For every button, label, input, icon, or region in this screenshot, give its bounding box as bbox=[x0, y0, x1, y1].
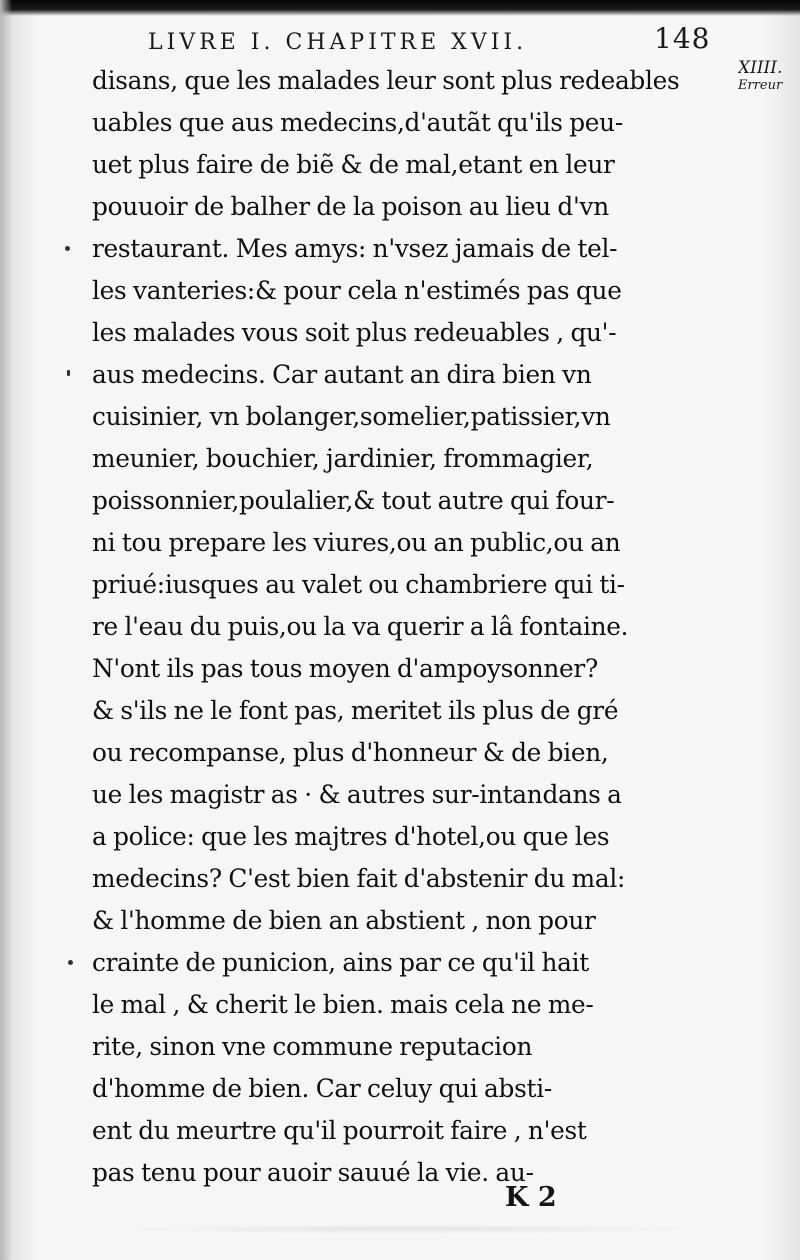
text-line: uables que aus medecins,d'autãt qu'ils peu- bbox=[92, 108, 623, 137]
text-line: d'homme de bien. Car celuy qui absti- bbox=[92, 1074, 552, 1103]
text-line: aus medecins. Car autant an dira bien vn bbox=[92, 360, 592, 389]
text-line: disans, que les malades leur sont plus redeables bbox=[92, 66, 680, 95]
page-binding-shadow bbox=[0, 0, 12, 1260]
text-line: ue les magistr as · & autres sur-intandans a bbox=[92, 780, 622, 809]
text-line: restaurant. Mes amys: n'vsez jamais de tel- bbox=[92, 234, 618, 263]
text-line: le mal , & cherit le bien. mais cela ne me- bbox=[92, 990, 594, 1019]
margin-note-word: Erreur bbox=[738, 78, 783, 93]
text-line: uet plus faire de biẽ & de mal,etant en leur bbox=[92, 150, 615, 179]
page-number: 148 bbox=[654, 22, 711, 55]
text-line: meunier, bouchier, jardinier, frommagier, bbox=[92, 444, 594, 473]
text-line: priué:iusques au valet ou chambriere qui ti- bbox=[92, 570, 625, 599]
margin-note-number: XIIII. bbox=[738, 58, 783, 78]
text-line: & l'homme de bien an abstient , non pour bbox=[92, 906, 596, 935]
text-line: rite, sinon vne commune reputacion bbox=[92, 1032, 533, 1061]
page-top-shadow bbox=[0, 0, 800, 16]
margin-dot bbox=[68, 960, 73, 965]
text-line: les vanteries:& pour cela n'estimés pas que bbox=[92, 276, 622, 305]
text-line: ent du meurtre qu'il pourroit faire , n'est bbox=[92, 1116, 587, 1145]
margin-tick bbox=[67, 370, 70, 376]
text-line: crainte de punicion, ains par ce qu'il hait bbox=[92, 948, 589, 977]
margin-note bbox=[738, 58, 800, 94]
text-line: medecins? C'est bien fait d'abstenir du mal: bbox=[92, 864, 626, 893]
margin-dot bbox=[65, 246, 70, 251]
running-head bbox=[148, 24, 718, 60]
show-through bbox=[110, 1224, 710, 1234]
text-line: pas tenu pour auoir sauué la vie. au- bbox=[92, 1158, 534, 1187]
text-line: re l'eau du puis,ou la va querir a lâ fontaine. bbox=[92, 612, 629, 641]
body-text bbox=[92, 60, 732, 1194]
text-line: ou recompanse, plus d'honneur & de bien, bbox=[92, 738, 609, 767]
text-line: poissonnier,poulalier,& tout autre qui four- bbox=[92, 486, 615, 515]
signature-mark: K 2 bbox=[505, 1182, 557, 1213]
text-line: ni tou prepare les viures,ou an public,ou an bbox=[92, 528, 621, 557]
text-line: N'ont ils pas tous moyen d'ampoysonner? bbox=[92, 654, 598, 683]
text-line: pouuoir de balher de la poison au lieu d'vn bbox=[92, 192, 609, 221]
text-line: cuisinier, vn bolanger,somelier,patissier,vn bbox=[92, 402, 611, 431]
text-line: & s'ils ne le font pas, meritet ils plus de gré bbox=[92, 696, 619, 725]
text-line: les malades vous soit plus redeuables , qu'- bbox=[92, 318, 617, 347]
text-line: a police: que les majtres d'hotel,ou que les bbox=[92, 822, 610, 851]
running-title: LIVRE I. CHAPITRE XVII. bbox=[148, 30, 528, 55]
